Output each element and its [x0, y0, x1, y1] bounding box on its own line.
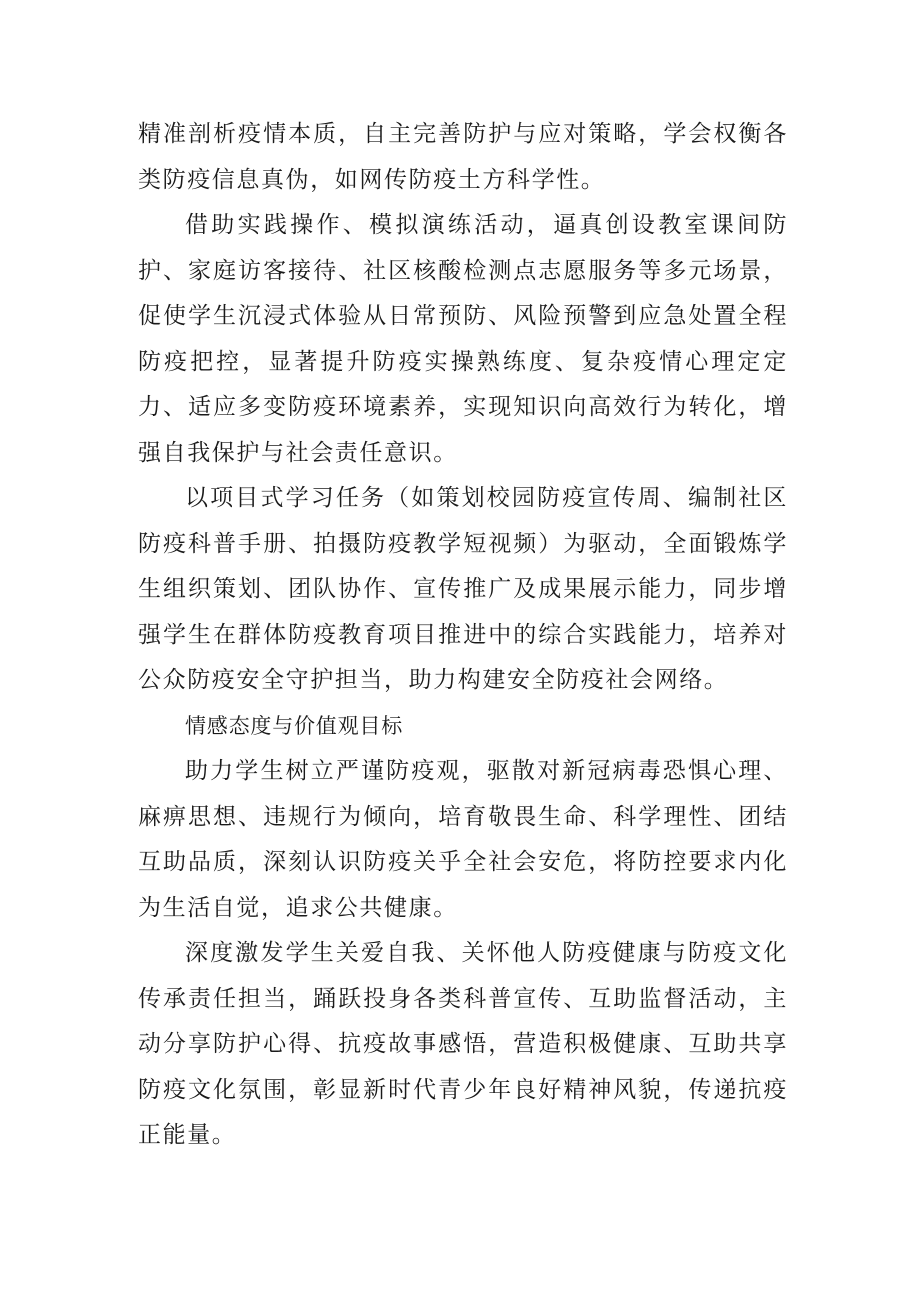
- section-heading: 情感态度与价值观目标: [185, 713, 403, 738]
- document-body: [138, 112, 788, 1159]
- paragraph-2: 借助实践操作、模拟演练活动，逼真创设教室课间防护、家庭访客接待、社区核酸检测点志愿服务等多元场景，促使学生沉浸式体验从日常预防、风险预警到应急处置全程防疫把控，显著提升防疫实操熟练度、复杂疫情心理定定力、适应多变防疫环境素养，实现知识向高效行为转化，增强自我保护与社会责任意识。: [138, 212, 788, 466]
- paragraph-3: 以项目式学习任务（如策划校园防疫宣传周、编制社区防疫科普手册、拍摄防疫教学短视频）为驱动，全面锻炼学生组织策划、团队协作、宣传推广及成果展示能力，同步增强学生在群体防疫教育项目推进中的综合实践能力，培养对公众防疫安全守护担当，助力构建安全防疫社会网络。: [138, 485, 788, 693]
- paragraph-5: 深度激发学生关爱自我、关怀他人防疫健康与防疫文化传承责任担当，踊跃投身各类科普宣传、互助监督活动，主动分享防护心得、抗疫故事感悟，营造积极健康、互助共享防疫文化氛围，彰显新时代青少年良好精神风貌，传递抗疫正能量。: [138, 940, 788, 1148]
- paragraph-1: 精准剖析疫情本质，自主完善防护与应对策略，学会权衡各类防疫信息真伪，如网传防疫土方科学性。: [138, 121, 788, 193]
- paragraph-4: 助力学生树立严谨防疫观，驱散对新冠病毒恐惧心理、麻痹思想、违规行为倾向，培育敬畏生命、科学理性、团结互助品质，深刻认识防疫关乎全社会安危，将防控要求内化为生活自觉，追求公共健康。: [138, 758, 788, 921]
